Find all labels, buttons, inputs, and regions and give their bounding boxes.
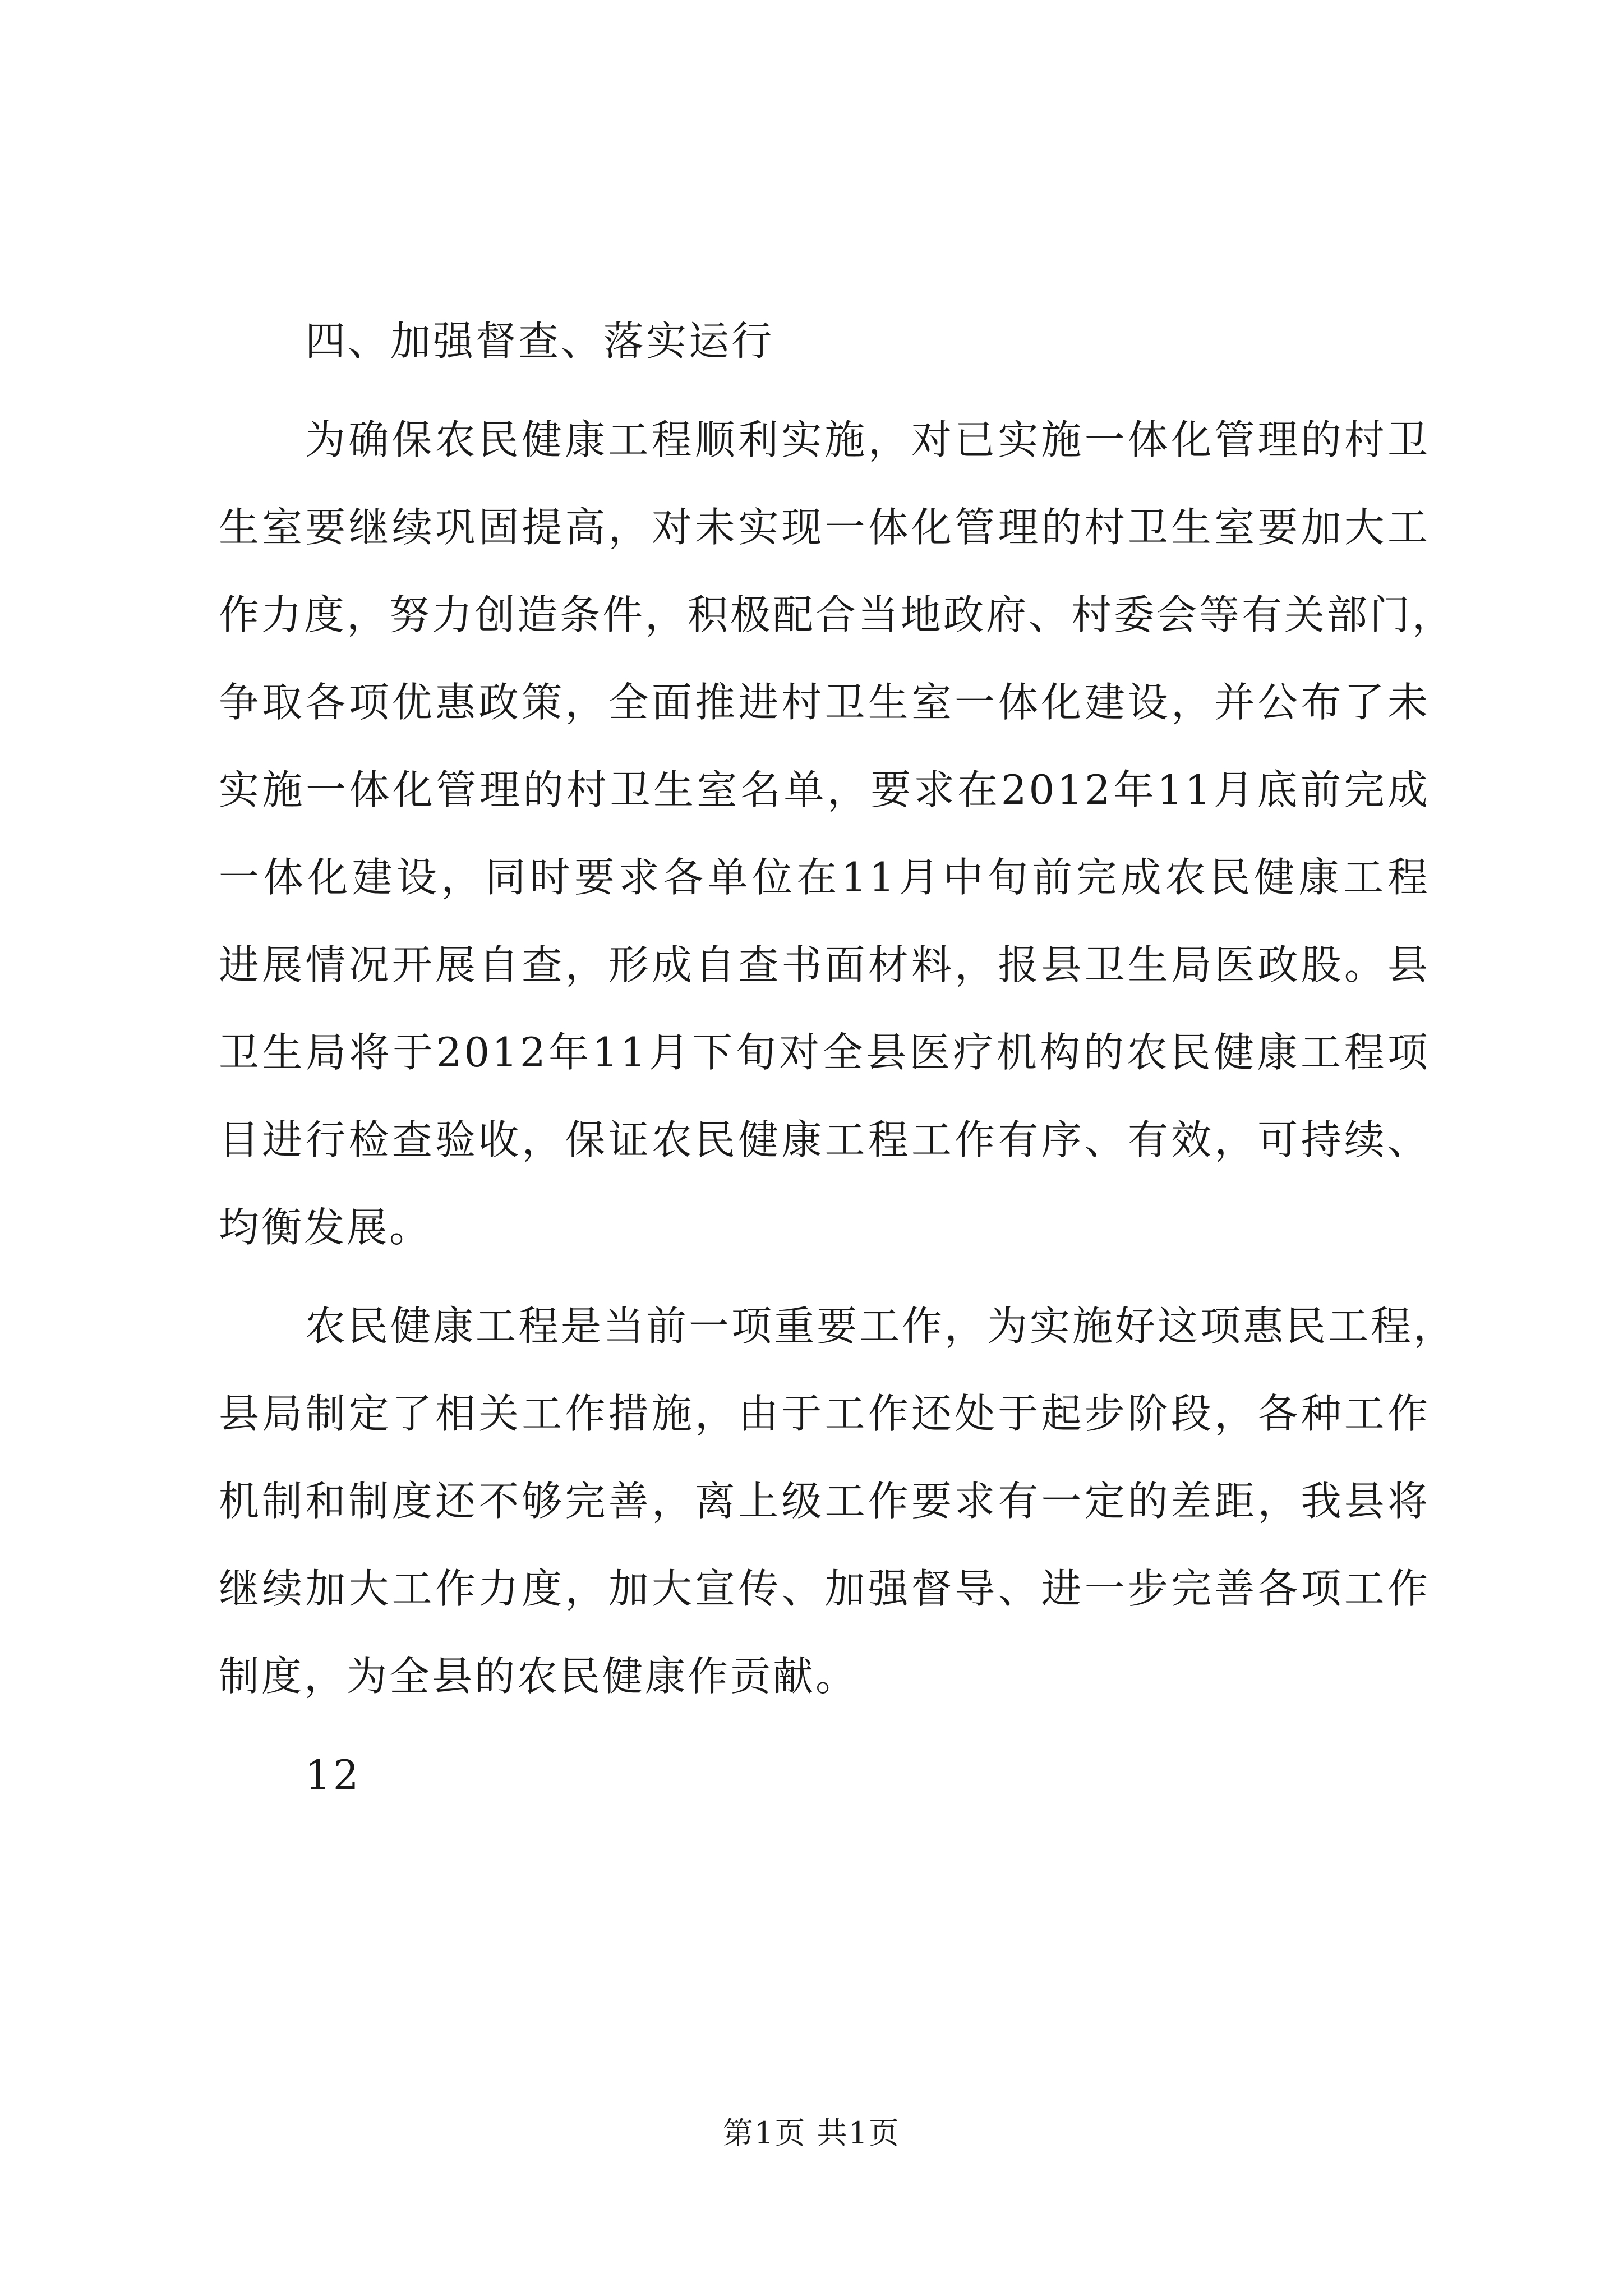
- paragraph-gap: [219, 385, 1430, 396]
- paragraph-line: 一体化建设，同时要求各单位在11月中旬前完成农民健康工程: [219, 854, 1430, 901]
- page-footer: 第1页 共1页: [723, 2115, 900, 2151]
- paragraph-line: 实施一体化管理的村卫生室名单，要求在2012年11月底前完成: [219, 766, 1430, 813]
- paragraph-line: 县局制定了相关工作措施，由于工作还处于起步阶段，各种工作: [219, 1390, 1430, 1437]
- paragraph-line: 目进行检查验收，保证农民健康工程工作有序、有效，可持续、: [219, 1116, 1430, 1163]
- paragraph-line: 生室要继续巩固提高，对未实现一体化管理的村卫生室要加大工: [219, 504, 1430, 551]
- paragraph-line: 作力度，努力创造条件，积极配合当地政府、村委会等有关部门，: [219, 591, 1455, 638]
- paragraph-line: 卫生局将于2012年11月下旬对全县医疗机构的农民健康工程项: [219, 1029, 1430, 1076]
- paragraph-gap: [219, 1720, 1430, 1731]
- paragraph-line: 进展情况开展自查，形成自查书面材料，报县卫生局医政股。县: [219, 941, 1430, 988]
- section-heading: 四、加强督查、落实运行: [305, 318, 774, 365]
- document-body: [219, 297, 1456, 1819]
- paragraph-line: 继续加大工作力度，加大宣传、加强督导、进一步完善各项工作: [219, 1565, 1430, 1612]
- paragraph-line: 农民健康工程是当前一项重要工作，为实施好这项惠民工程，: [305, 1303, 1456, 1350]
- paragraph-line: 机制和制度还不够完善，离上级工作要求有一定的差距，我县将: [219, 1478, 1430, 1525]
- paragraph-line: 均衡发展。: [219, 1204, 432, 1251]
- trailing-number: 12: [305, 1751, 361, 1798]
- paragraph-line: 为确保农民健康工程顺利实施，对已实施一体化管理的村卫: [305, 416, 1430, 463]
- paragraph-line: 争取各项优惠政策，全面推进村卫生室一体化建设，并公布了未: [219, 679, 1430, 726]
- paragraph-line: 制度，为全县的农民健康作贡献。: [219, 1653, 859, 1700]
- paragraph-gap: [219, 1271, 1430, 1282]
